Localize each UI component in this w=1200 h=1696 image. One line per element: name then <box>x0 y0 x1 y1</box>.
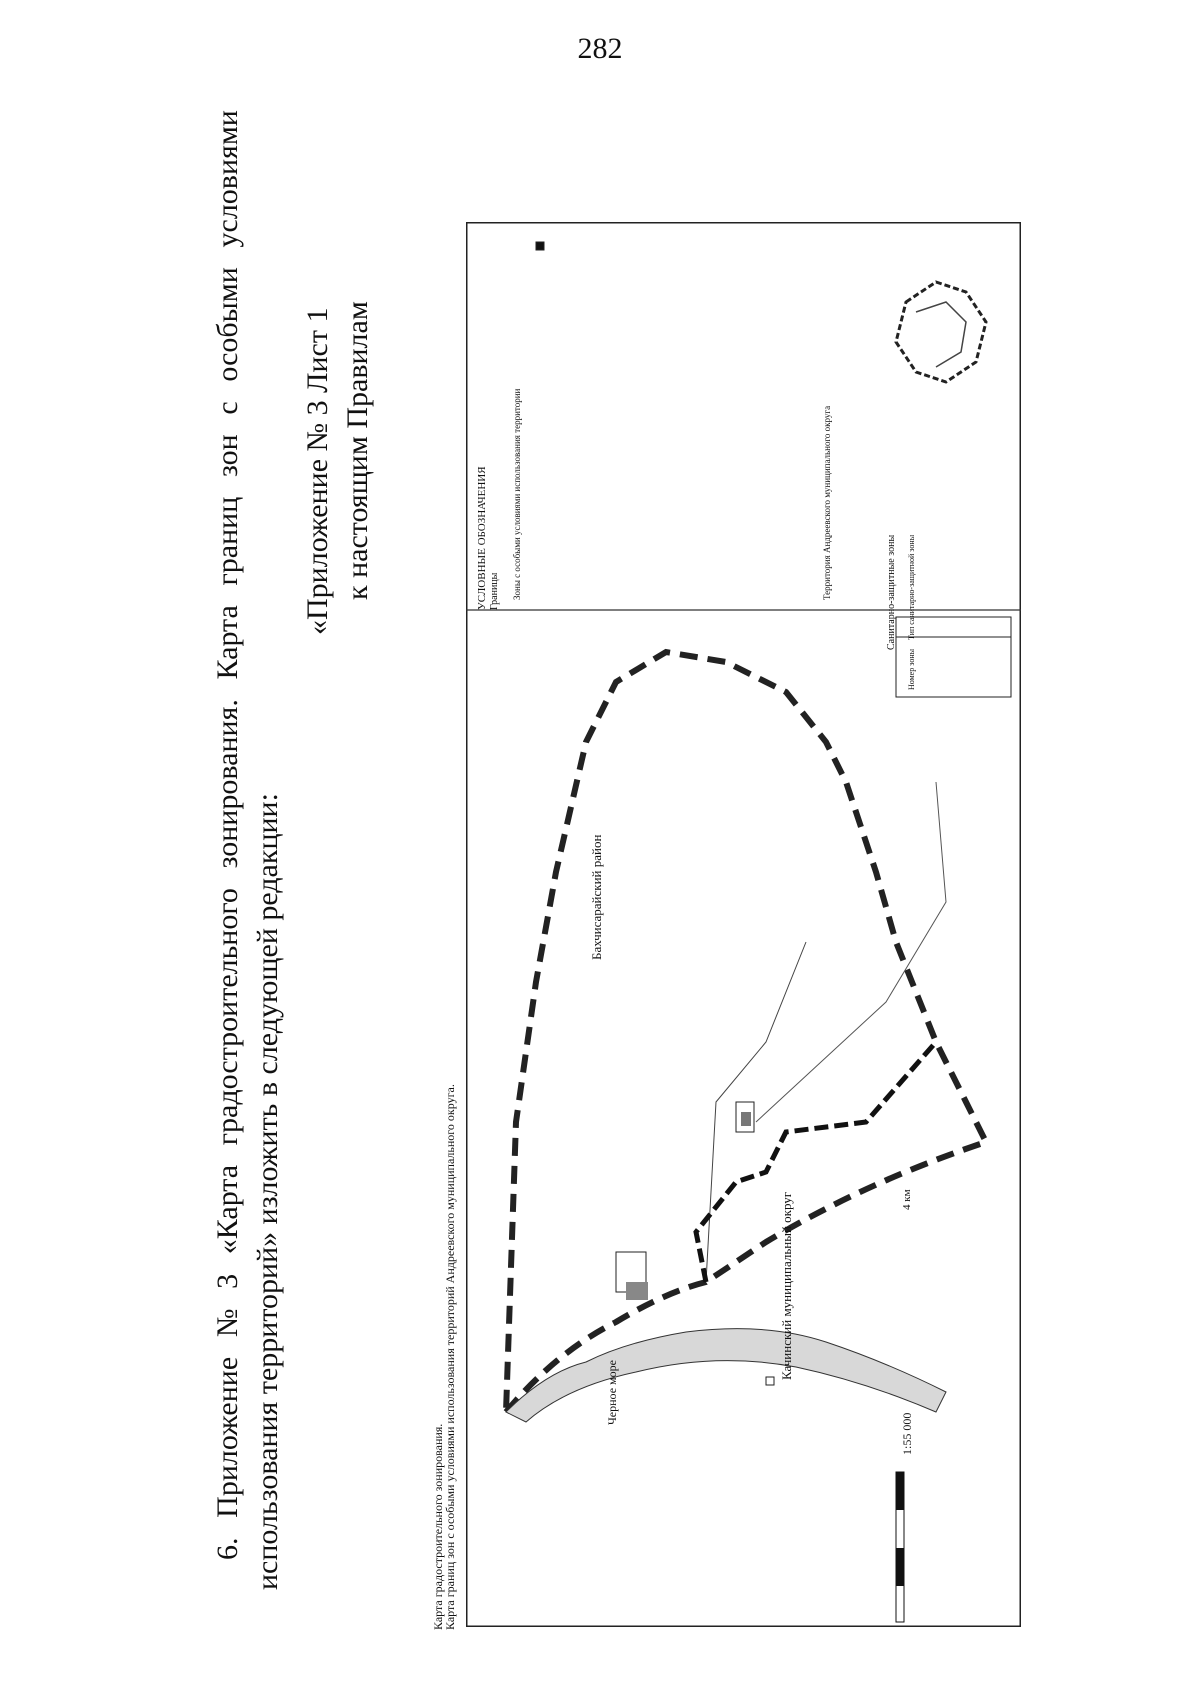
sanitary-col1: Номер зоны <box>907 648 916 690</box>
figure-caption-1: Карта градостроительного зонирования. <box>431 1423 445 1630</box>
scale-bar <box>896 1472 904 1622</box>
label-sea: Черное море <box>605 1360 619 1425</box>
paragraph-word: условиями <box>211 110 244 248</box>
paragraph-word: Приложение <box>211 1356 244 1518</box>
paragraph-line-2: использования территорий» изложить в следующей редакции: <box>251 793 284 1590</box>
page-number: 282 <box>577 32 623 65</box>
appendix-subtitle: к настоящим Правилам <box>341 301 374 600</box>
paragraph-word: № <box>211 1308 244 1338</box>
label-scale-km: 4 км <box>901 1189 913 1210</box>
paragraph-word: «Карта <box>211 1164 244 1255</box>
legend-heading-borders: Границы <box>489 572 500 610</box>
zoning-map <box>466 222 1021 1627</box>
sanitary-col2: Тип санитарно-защитной зоны <box>907 534 916 640</box>
map-frame <box>467 223 1021 1627</box>
figure-caption-2: Карта границ зон с особыми условиями использования территорий Андреевского муниципального округа. <box>443 1084 457 1630</box>
paragraph-word: Карта <box>211 605 244 680</box>
paragraph-word: с <box>211 401 244 415</box>
label-scale: 1:55 000 <box>900 1412 914 1455</box>
label-bakhchisaray: Бахчисарайский район <box>589 834 604 960</box>
paragraph-word: границ <box>211 496 244 586</box>
paragraph-word: зонирования. <box>211 699 244 869</box>
sanitary-title: Санитарно-защитные зоны <box>886 534 897 650</box>
legend-heading-zones: Зоны с особыми условиями использования территории <box>512 388 522 600</box>
legend-mun: Территория Андреевского муниципального округа <box>822 405 832 600</box>
paragraph-word: градостроительного <box>211 888 244 1146</box>
paragraph-word: 6. <box>211 1537 244 1560</box>
paragraph-word: особыми <box>211 267 244 382</box>
appendix-title: «Приложение № 3 Лист 1 <box>301 307 334 635</box>
label-kacha: Качинский муниципальный округ <box>779 1191 794 1380</box>
paragraph-word: зон <box>211 434 244 478</box>
legend-title: УСЛОВНЫЕ ОБОЗНАЧЕНИЯ <box>476 466 488 610</box>
paragraph-word: 3 <box>211 1273 244 1289</box>
paragraph-line-1 <box>210 110 246 1560</box>
